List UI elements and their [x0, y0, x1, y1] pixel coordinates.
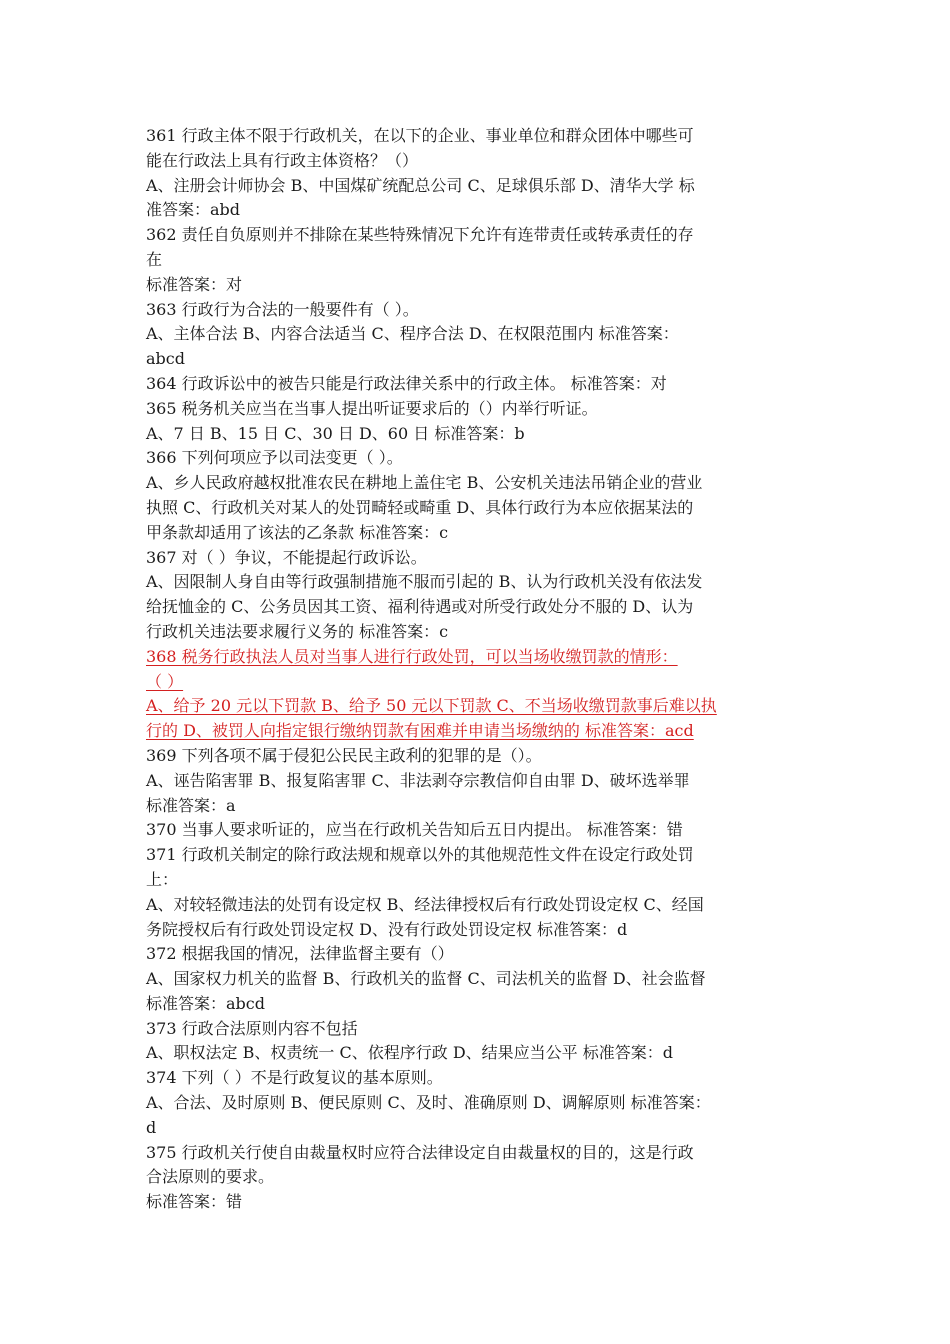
- text-line: 准答案：abd: [146, 200, 241, 220]
- text-line: A、对较轻微违法的处罚有设定权 B、经法律授权后有行政处罚设定权 C、经国: [146, 894, 704, 914]
- highlighted-text-line: 368 税务行政执法人员对当事人进行行政处罚，可以当场收缴罚款的情形：: [146, 646, 678, 666]
- text-line: 给抚恤金的 C、公务员因其工资、福利待遇或对所受行政处分不服的 D、认为: [146, 597, 694, 617]
- text-line: 能在行政法上具有行政主体资格？（）: [146, 150, 419, 170]
- text-line: 合法原则的要求。: [146, 1167, 275, 1187]
- text-line: 372 根据我国的情况，法律监督主要有（）: [146, 944, 454, 964]
- text-line: 标准答案：a: [146, 795, 236, 815]
- text-line: 362 责任自负原则并不排除在某些特殊情况下允许有连带责任或转承责任的存: [146, 225, 694, 245]
- text-line: A、因限制人身自由等行政强制措施不服而引起的 B、认为行政机关没有依法发: [146, 572, 703, 592]
- text-line: abcd: [146, 349, 185, 369]
- text-line: 373 行政合法原则内容不包括: [146, 1018, 358, 1038]
- highlighted-text-line: （ ）: [146, 671, 184, 691]
- text-line: 370 当事人要求听证的，应当在行政机关告知后五日内提出。 标准答案：错: [146, 820, 683, 840]
- text-line: 在: [146, 249, 163, 269]
- text-line: 上：: [146, 869, 179, 889]
- text-line: 361 行政主体不限于行政机关，在以下的企业、事业单位和群众团体中哪些可: [146, 126, 694, 145]
- text-line: 369 下列各项不属于侵犯公民民主政利的犯罪的是（）。: [146, 745, 542, 765]
- text-line: A、合法、及时原则 B、便民原则 C、及时、准确原则 D、调解原则 标准答案：: [146, 1093, 711, 1113]
- text-line: 364 行政诉讼中的被告只能是行政法律关系中的行政主体。 标准答案：对: [146, 373, 667, 393]
- text-line: 371 行政机关制定的除行政法规和规章以外的其他规范性文件在设定行政处罚: [146, 845, 694, 865]
- text-line: 务院授权后有行政处罚设定权 D、没有行政处罚设定权 标准答案：d: [146, 919, 628, 939]
- document-body: [146, 124, 810, 1215]
- text-line: A、主体合法 B、内容合法适当 C、程序合法 D、在权限范围内 标准答案：: [146, 324, 679, 344]
- text-line: 标准答案：对: [146, 274, 243, 294]
- text-line: 365 税务机关应当在当事人提出听证要求后的（）内举行听证。: [146, 398, 598, 418]
- text-line: 标准答案：abcd: [146, 993, 265, 1013]
- text-line: 375 行政机关行使自由裁量权时应符合法律设定自由裁量权的目的，这是行政: [146, 1142, 694, 1162]
- text-line: 甲条款却适用了该法的乙条款 标准答案：c: [146, 522, 449, 542]
- text-line: d: [146, 1117, 157, 1137]
- highlighted-text-line: 行的 D、被罚人向指定银行缴纳罚款有困难并申请当场缴纳的 标准答案：acd: [146, 721, 694, 741]
- text-line: 367 对（ ）争议，不能提起行政诉讼。: [146, 547, 427, 567]
- text-line: A、注册会计师协会 B、中国煤矿统配总公司 C、足球俱乐部 D、清华大学 标: [146, 175, 695, 195]
- text-line: A、国家权力机关的监督 B、行政机关的监督 C、司法机关的监督 D、社会监督: [146, 969, 706, 989]
- text-line: A、职权法定 B、权责统一 C、依程序行政 D、结果应当公平 标准答案：d: [146, 1043, 673, 1063]
- text-line: 标准答案：错: [146, 1192, 243, 1212]
- text-line: 行政机关违法要求履行义务的 标准答案：c: [146, 621, 449, 641]
- text-line: 366 下列何项应予以司法变更（ ）。: [146, 448, 403, 468]
- text-line: 执照 C、行政机关对某人的处罚畸轻或畸重 D、具体行政行为本应依据某法的: [146, 497, 694, 517]
- highlighted-text-line: A、给予 20 元以下罚款 B、给予 50 元以下罚款 C、不当场收缴罚款事后难以执: [146, 696, 717, 716]
- text-line: 374 下列（ ）不是行政复议的基本原则。: [146, 1068, 443, 1088]
- text-line: A、乡人民政府越权批准农民在耕地上盖住宅 B、公安机关违法吊销企业的营业: [146, 473, 703, 493]
- text-line: A、7 日 B、15 日 C、30 日 D、60 日 标准答案：b: [146, 423, 525, 443]
- text-line: A、诬告陷害罪 B、报复陷害罪 C、非法剥夺宗教信仰自由罪 D、破坏选举罪: [146, 770, 690, 790]
- text-line: 363 行政行为合法的一般要件有（ ）。: [146, 299, 419, 319]
